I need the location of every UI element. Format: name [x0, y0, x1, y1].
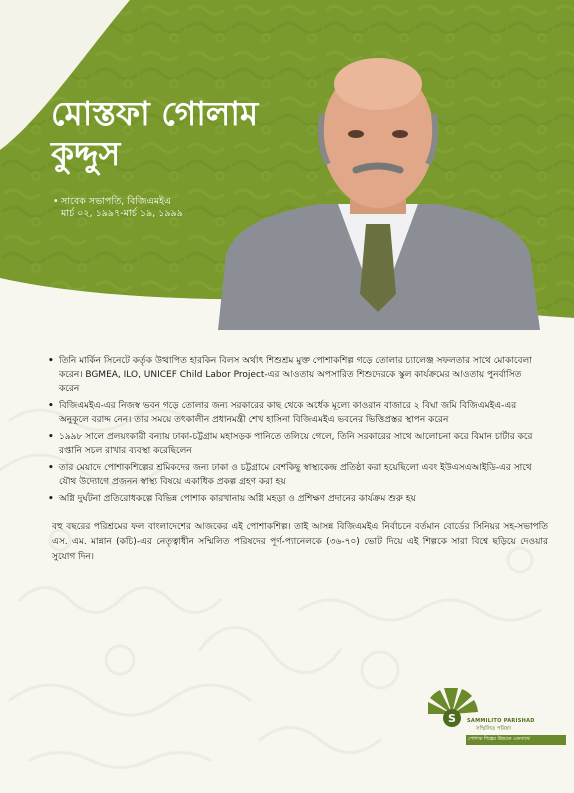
profile-name: মোস্তফা গোলাম কুদ্দুস: [51, 94, 259, 173]
list-item-text: বিজিএমইএ-এর নিজস্ব ভবন গড়ে তোলার জন্য সরকারের কাছ থেকে অর্ধেক মূল্যে কাওরান বাজারে ২ বিঘা জমি বিজিএমইএ-এর অনুকূলে বরাদ্দ নেন। তার সময়ে তৎকালীন প্রধানমন্ত্রী শেখ হাসিনা বিজিএমইএ ভবনের ভিত্তিপ্রস্তর স্থাপন করেন: [59, 401, 517, 425]
role-tenure: মার্চ ০২, ১৯৯৭-মার্চ ১৯, ১৯৯৯: [61, 208, 183, 219]
role-title: সাবেক সভাপতি, বিজিএমইএ: [61, 196, 172, 207]
list-item-text: অগ্নি দুর্ঘটনা প্রতিরোধকল্পে বিভিন্ন পোশাক কারখানায় অগ্নি মহড়া ও প্রশিক্ষণ প্রদানের কার্যক্রম শুরু হয়: [59, 494, 416, 504]
svg-text:S: S: [448, 712, 456, 725]
closing-paragraph: বহু বছরের পরিশ্রমের ফল বাংলাদেশের আজকের এই পোশাকশিল্প। তাই আসন্ন বিজিএমইএ নির্বাচনে বর্তমান বোর্ডের সিনিয়র সহ-সভাপতি এস. এম. মান্নান (কচি)-এর নেতৃত্বাধীন সম্মিলিত পরিষদের পূর্ণ-প্যানেলকে (৩৬-৭০) ভোট দিয়ে এই শিল্পকে সারা বিশ্বে ছড়িয়ে দেওয়ার সুযোগ দিন।: [52, 522, 548, 562]
list-item-text: তার মেয়াদে পোশাকশিল্পের শ্রমিকদের জন্য ঢাকা ও চট্টগ্রামে বেশকিছু স্বাস্থ্যকেন্দ্র প্রতিষ্ঠা করা হয়েছিলো এবং ইউএসএআইডি-এর সাথে যৌথ উদ্যোগে প্রজনন স্বাস্থ্য বিষয়ে একাধিক প্রকল্প গ্রহণ করা হয়: [59, 463, 532, 487]
bullet-icon: •: [48, 432, 54, 442]
list-item: [48, 354, 540, 396]
achievements-list: [48, 354, 540, 509]
bullet-icon: •: [48, 494, 54, 504]
list-item: [48, 492, 540, 506]
role-info: [53, 196, 243, 220]
bullet-icon: •: [53, 196, 59, 207]
logo-tagline: পোশাক শিল্পের উন্নয়নে একসাথে: [466, 735, 566, 745]
bullet-icon: •: [48, 463, 54, 473]
list-item: [48, 430, 540, 458]
list-item-text: তিনি মার্কিন সিনেটে কর্তৃক উত্থাপিত হারকিন বিলস অর্থাৎ শিশুশ্রম মুক্ত পোশাকশিল্প গড়ে তোলার চ্যালেঞ্জ সফলতার সাথে মোকাবেলা করেন। BGMEA, ILO, UNICEF Child Labor Project-এর আওতায় অপসারিত শিশুদেরকে স্কুল কার্যক্রমের আওতায় পুনর্বাসিত করেন: [59, 356, 532, 394]
bullet-icon: •: [48, 401, 54, 411]
list-item: [48, 461, 540, 489]
logo-name-english: SAMMILITO PARISHAD: [467, 718, 535, 724]
logo-name-bangla: সম্মিলিত পরিষদ: [476, 726, 512, 732]
list-item: [48, 399, 540, 427]
list-item-text: ১৯৯৮ সালে প্রলয়ংকারী বন্যায় ঢাকা-চট্টগ্রাম মহাসড়ক পানিতে তলিয়ে গেলে, তিনি সরকারের সাথে আলোচনা করে বিমান চার্টার করে রপ্তানি সচল রাখার ব্যবস্থা করেছিলেন: [59, 432, 533, 456]
bullet-icon: •: [48, 356, 54, 366]
portrait-photo: [218, 44, 540, 330]
